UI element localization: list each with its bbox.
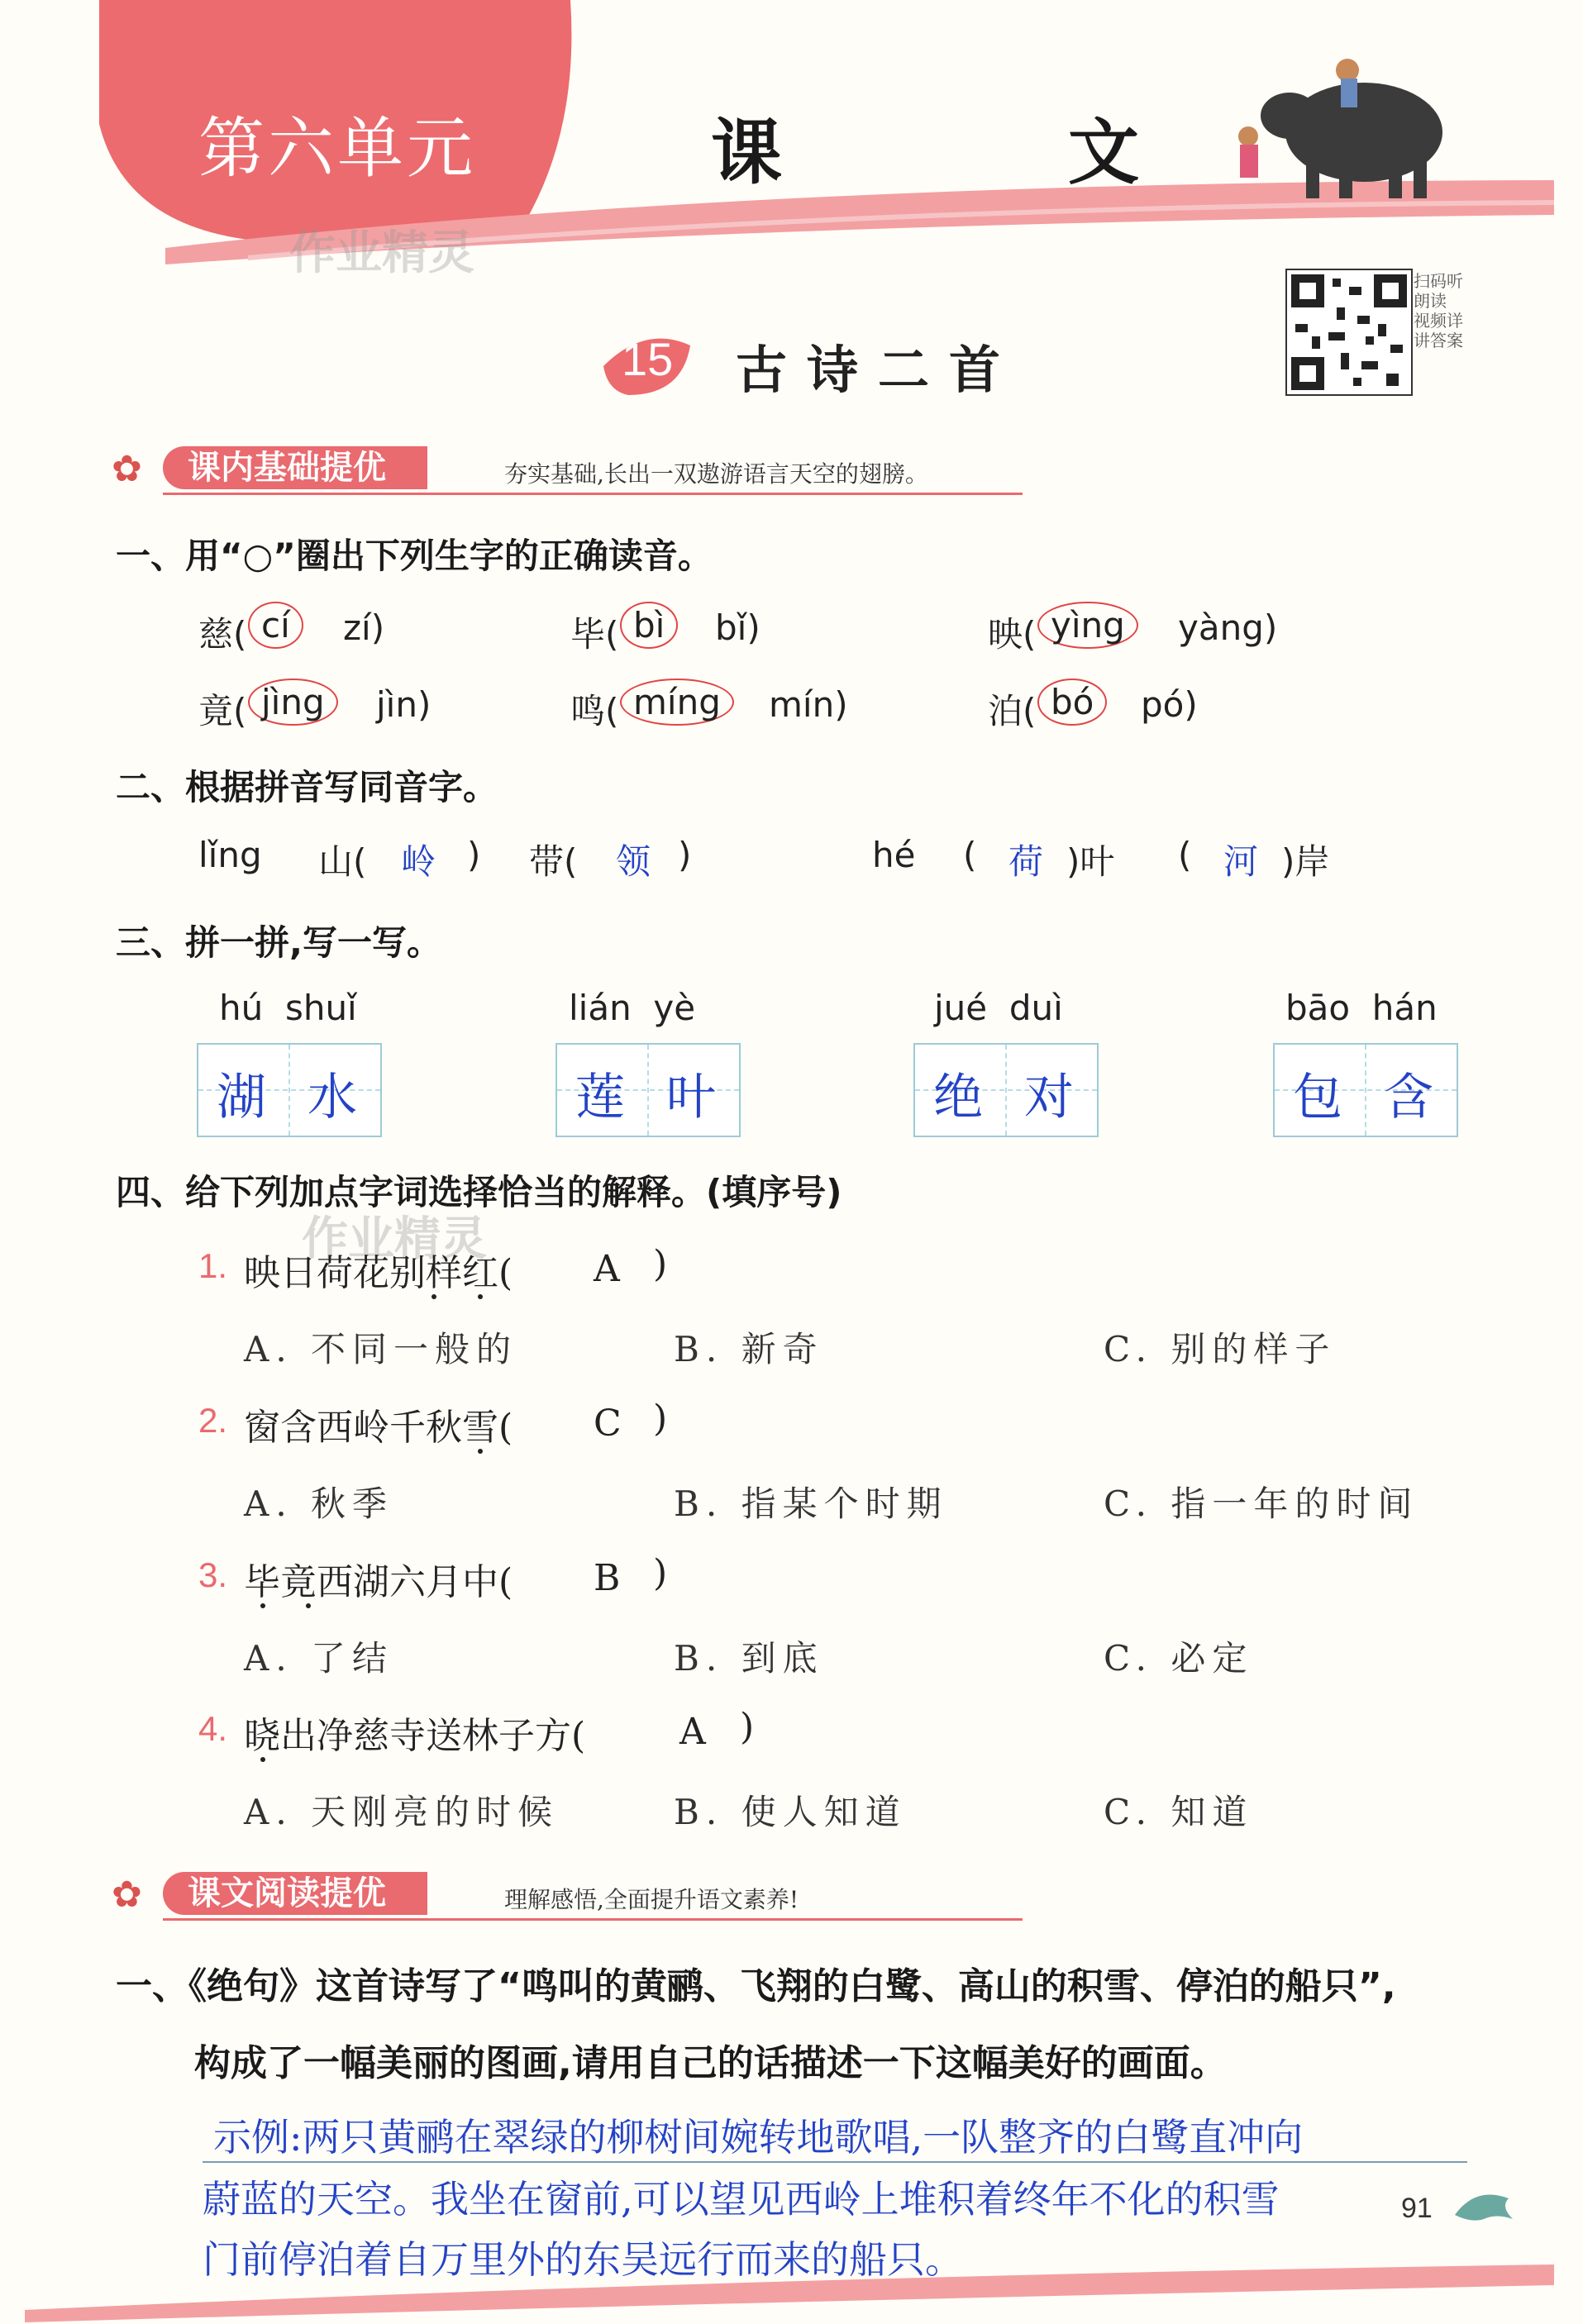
q1-answer-circled[interactable]: míng xyxy=(620,679,734,726)
reading-question-line2: 构成了一幅美丽的图画,请用自己的话描述一下这幅美好的画面。 xyxy=(194,2042,1227,2084)
q1-answer-circled[interactable]: jìng xyxy=(248,679,338,726)
q2-heading: 二、根据拼音写同音字。 xyxy=(116,767,498,807)
q3-answer-char: 对 xyxy=(1024,1069,1074,1126)
q4-option[interactable]: A. 天刚亮的时候 xyxy=(244,1792,560,1832)
section-title: 课 文 xyxy=(711,112,1247,194)
banner-label: 课文阅读提优 xyxy=(163,1872,427,1915)
emphasis-dot xyxy=(478,1294,483,1299)
q1-char: 泊( xyxy=(988,691,1037,731)
q2-word: ( xyxy=(963,835,977,875)
q1-char: 鸣( xyxy=(570,691,619,731)
q4-paren: ) xyxy=(653,1243,668,1285)
unit-title: 第六单元 xyxy=(198,110,476,187)
q4-question: 晓出净慈寺送林子方( xyxy=(244,1715,586,1757)
q4-answer[interactable]: C xyxy=(594,1402,622,1445)
qr-code-icon[interactable] xyxy=(1285,269,1413,396)
q1-char: 映( xyxy=(988,614,1037,655)
q4-paren: ) xyxy=(653,1398,668,1440)
q1-char: 竟( xyxy=(198,691,247,731)
q2-answer[interactable]: 河 xyxy=(1223,841,1259,882)
q1-char: 毕( xyxy=(570,614,619,655)
q4-paren: ) xyxy=(653,1552,668,1594)
q2-word: ) xyxy=(467,835,481,875)
q4-option[interactable]: C. 指一年的时间 xyxy=(1104,1483,1419,1524)
answer-underline xyxy=(203,2161,1467,2163)
q2-word: 山( xyxy=(318,841,367,882)
q2-word: ( xyxy=(1178,835,1192,875)
q1-char: 慈( xyxy=(198,614,247,655)
q1-option[interactable]: yàng) xyxy=(1178,607,1278,648)
lesson-number: 15 xyxy=(622,333,674,385)
q4-number: 2. xyxy=(198,1401,228,1440)
q3-answer-char: 水 xyxy=(308,1069,357,1126)
q3-answer-char: 莲 xyxy=(575,1069,625,1126)
q3-writing-grid[interactable] xyxy=(555,1043,741,1137)
q3-writing-grid[interactable] xyxy=(913,1043,1099,1137)
banner-underline xyxy=(163,493,1023,495)
watermark: 作业精灵 xyxy=(289,226,474,280)
q4-number: 3. xyxy=(198,1555,228,1594)
q4-heading: 四、给下列加点字词选择恰当的解释。(填序号) xyxy=(116,1172,842,1212)
q4-option[interactable]: B. 使人知道 xyxy=(674,1792,907,1832)
emphasis-dot xyxy=(260,1603,265,1608)
q4-answer[interactable]: A xyxy=(594,1248,620,1290)
q4-question: 窗含西岭千秋雪( xyxy=(244,1407,513,1449)
q3-answer-char: 湖 xyxy=(217,1069,266,1126)
buffalo-illustration-icon xyxy=(1238,59,1442,198)
q3-answer-char: 绝 xyxy=(933,1069,983,1126)
q2-answer[interactable]: 领 xyxy=(616,841,651,882)
q4-question: 毕竟西湖六月中( xyxy=(244,1561,513,1603)
q2-answer[interactable]: 荷 xyxy=(1008,841,1044,882)
q2-word: ) xyxy=(678,835,692,875)
q3-heading: 三、拼一拼,写一写。 xyxy=(116,922,441,963)
answer-line3[interactable]: 门前停泊着自万里外的东吴远行而来的船只。 xyxy=(203,2237,963,2282)
q4-option[interactable]: C. 知道 xyxy=(1104,1792,1254,1832)
q4-option[interactable]: A. 秋季 xyxy=(244,1483,394,1524)
lesson-title: 古诗二首 xyxy=(736,340,1021,400)
q4-option[interactable]: B. 到底 xyxy=(674,1638,824,1679)
q1-option[interactable]: bǐ) xyxy=(715,607,761,648)
q3-answer-char: 含 xyxy=(1384,1069,1433,1126)
banner-underline xyxy=(163,1918,1023,1921)
q4-paren: ) xyxy=(740,1706,755,1748)
q3-answer-char: 包 xyxy=(1293,1069,1342,1126)
banner-note: 理解感悟,全面提升语文素养! xyxy=(504,1886,799,1913)
q4-option[interactable]: B. 指某个时期 xyxy=(674,1483,948,1524)
q4-answer[interactable]: A xyxy=(679,1711,706,1753)
q1-option[interactable]: zí) xyxy=(343,607,385,648)
q1-answer-circled[interactable]: bì xyxy=(620,602,678,649)
q2-word: )叶 xyxy=(1066,841,1115,882)
emphasis-dot xyxy=(432,1294,436,1299)
q3-writing-grid[interactable] xyxy=(1273,1043,1458,1137)
q2-answer[interactable]: 岭 xyxy=(401,841,436,882)
q2-pinyin: hé xyxy=(872,835,916,875)
q3-answer-char: 叶 xyxy=(666,1069,716,1126)
answer-line1[interactable]: 示例:两只黄鹂在翠绿的柳树间婉转地歌唱,一队整齐的白鹭直冲向 xyxy=(213,2115,1304,2160)
q4-number: 4. xyxy=(198,1709,228,1748)
q1-answer-circled[interactable]: yìng xyxy=(1037,602,1138,649)
q4-number: 1. xyxy=(198,1246,228,1285)
emphasis-dot xyxy=(478,1449,483,1454)
emphasis-dot xyxy=(260,1757,265,1762)
q4-answer[interactable]: B xyxy=(594,1557,621,1599)
q2-word: 带( xyxy=(529,841,578,882)
banner-label: 课内基础提优 xyxy=(163,446,427,489)
watermark: 作业精灵 xyxy=(302,1212,487,1266)
q3-pinyin: hú shuǐ xyxy=(219,988,357,1028)
q4-question: 映日荷花别样红( xyxy=(244,1252,513,1294)
q4-option[interactable]: C. 别的样子 xyxy=(1104,1329,1337,1369)
section-banner-basics xyxy=(112,446,1021,496)
q3-pinyin: lián yè xyxy=(569,988,696,1028)
q1-option[interactable]: pó) xyxy=(1141,684,1198,725)
crab-mascot-icon: ✿ xyxy=(112,1874,142,1916)
q4-option[interactable]: A. 了结 xyxy=(244,1638,394,1679)
footer-wave xyxy=(0,2260,1583,2324)
banner-note: 夯实基础,长出一双遨游语言天空的翅膀。 xyxy=(504,460,928,488)
emphasis-dot xyxy=(306,1603,311,1608)
q1-option[interactable]: jìn) xyxy=(376,684,432,725)
q4-option[interactable]: C. 必定 xyxy=(1104,1638,1254,1679)
dolphin-icon xyxy=(1451,2182,1517,2231)
q1-answer-circled[interactable]: cí xyxy=(248,602,303,649)
page-number: 91 xyxy=(1401,2193,1433,2224)
q1-option[interactable]: mín) xyxy=(769,684,848,725)
q4-option[interactable]: A. 不同一般的 xyxy=(244,1329,518,1369)
reading-question-line1: 一、《绝句》这首诗写了“鸣叫的黄鹂、飞翔的白鹭、高山的积雪、停泊的船只”, xyxy=(116,1965,1396,2007)
q3-writing-grid[interactable] xyxy=(197,1043,382,1137)
q2-word: )岸 xyxy=(1281,841,1330,882)
q3-pinyin: bāo hán xyxy=(1285,988,1438,1028)
q4-option[interactable]: B. 新奇 xyxy=(674,1329,824,1369)
answer-line2[interactable]: 蔚蓝的天空。我坐在窗前,可以望见西岭上堆积着终年不化的积雪 xyxy=(203,2177,1280,2222)
squid-mascot-icon: ✿ xyxy=(112,448,142,490)
qr-caption: 扫码听朗读 视频详讲答案 xyxy=(1414,271,1463,350)
q1-heading: 一、用“○”圈出下列生字的正确读音。 xyxy=(116,536,713,576)
q2-pinyin: lǐng xyxy=(198,835,262,875)
section-banner-reading xyxy=(112,1872,1021,1922)
q1-answer-circled[interactable]: bó xyxy=(1037,679,1107,726)
q3-pinyin: jué duì xyxy=(934,988,1063,1028)
